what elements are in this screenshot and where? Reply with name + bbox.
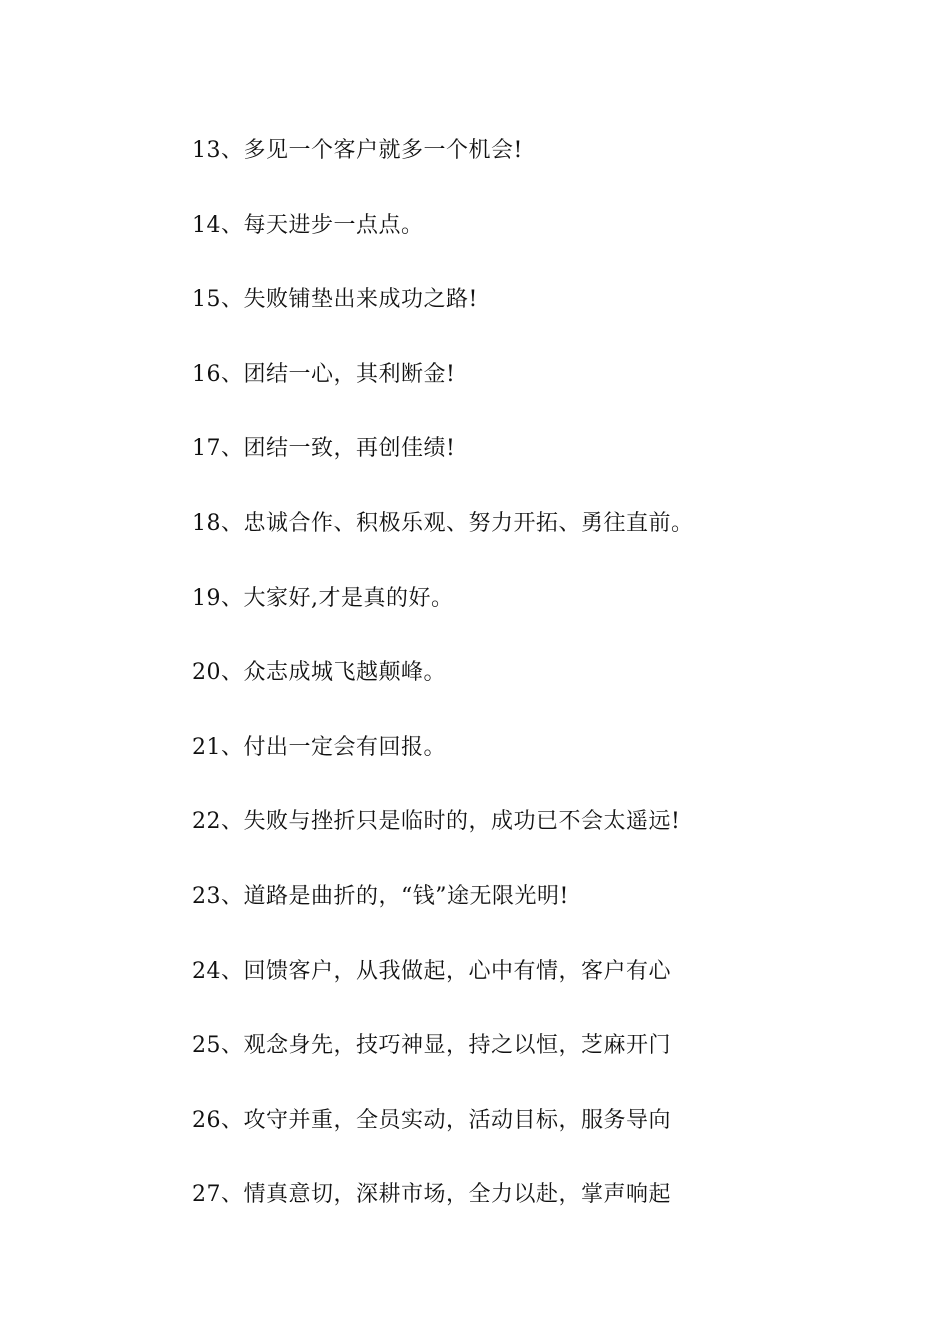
list-item: 13、多见一个客户就多一个机会! — [192, 138, 523, 163]
list-item: 17、团结一致，再创佳绩! — [192, 436, 456, 462]
list-item: 25、观念身先，技巧神显，持之以恒，芝麻开门 — [192, 1033, 671, 1059]
list-item: 21、付出一定会有回报。 — [192, 734, 446, 760]
list-item: 20、众志成城飞越颠峰。 — [192, 660, 446, 686]
slogan-list — [192, 133, 892, 1252]
list-item: 23、道路是曲折的，“钱”途无限光明! — [192, 883, 569, 909]
list-item: 18、忠诚合作、积极乐观、努力开拓、勇往直前。 — [192, 510, 694, 536]
list-item: 15、失败铺垫出来成功之路! — [192, 287, 478, 313]
list-item: 27、情真意切，深耕市场，全力以赴，掌声响起 — [192, 1182, 671, 1208]
list-item: 26、攻守并重，全员实动，活动目标，服务导向 — [192, 1107, 671, 1133]
list-item: 22、失败与挫折只是临时的，成功已不会太遥远! — [192, 809, 681, 835]
list-item: 19、大家好,才是真的好。 — [192, 585, 454, 611]
list-item: 16、团结一心，其利断金! — [192, 361, 456, 387]
list-item: 14、每天进步一点点。 — [192, 212, 424, 238]
list-item: 24、回馈客户，从我做起，心中有情，客户有心 — [192, 958, 671, 984]
